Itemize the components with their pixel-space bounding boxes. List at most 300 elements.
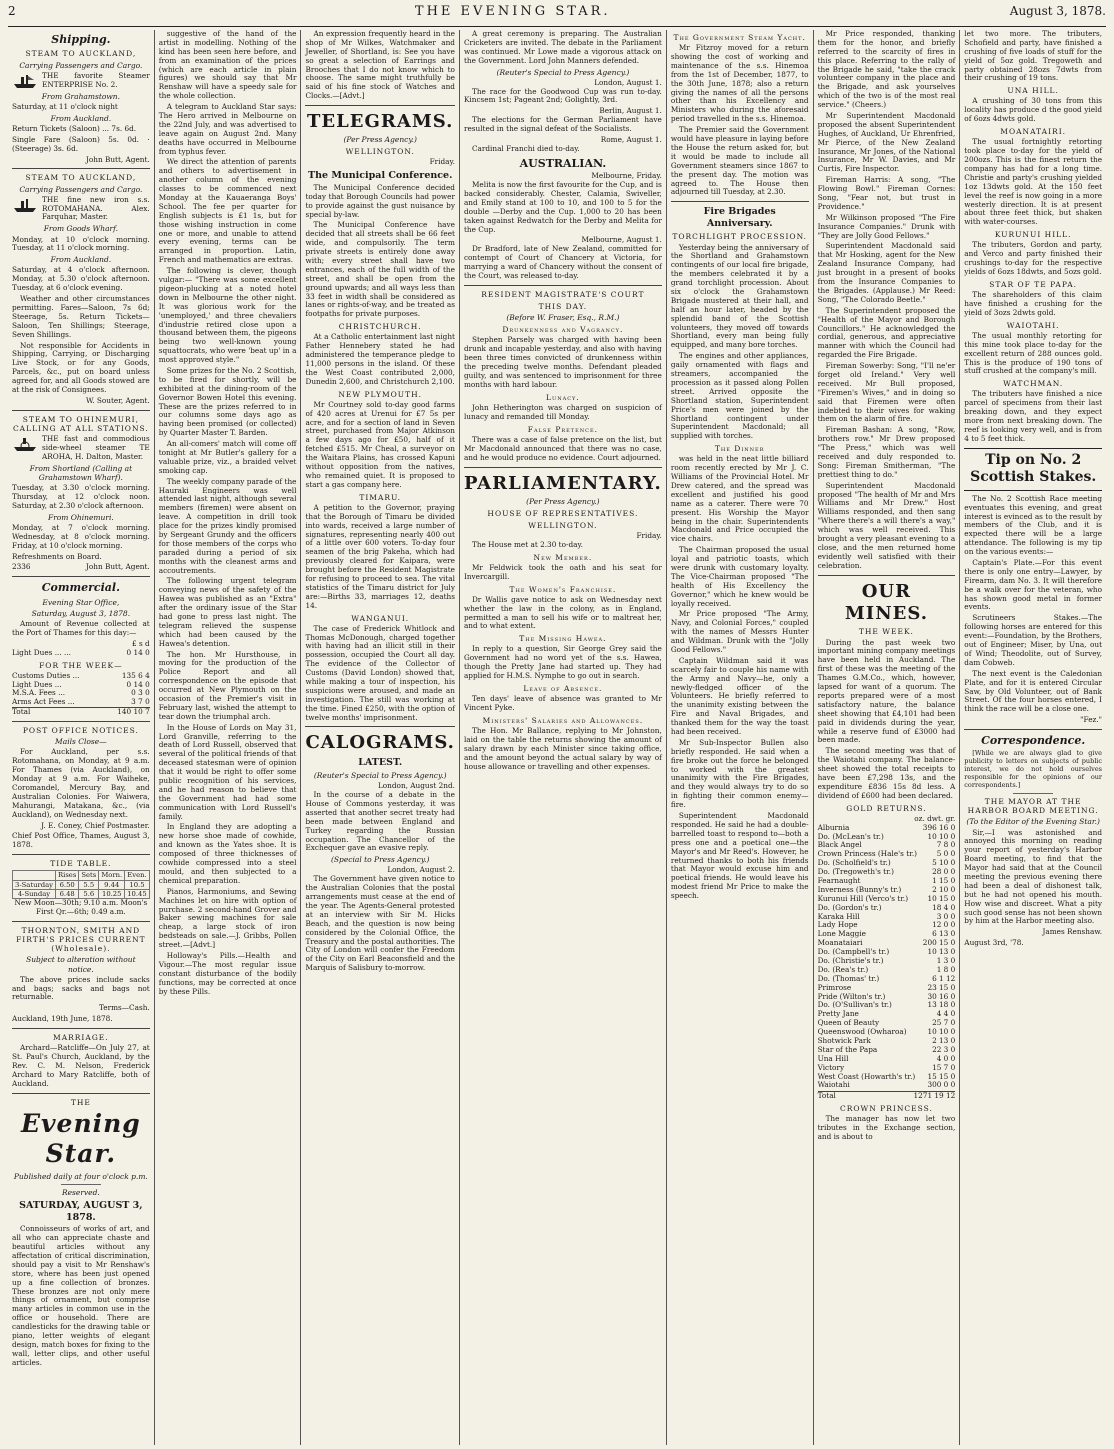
gold-mine-name: Alburnia	[817, 822, 850, 832]
paddle-steamer-icon	[12, 435, 38, 453]
gold-mine-yield: 12 0 0	[932, 920, 956, 930]
article-text: At a Catholic entertainment last night Father Hennebery stated he had administered the temperance pledge to 11,000 persons in the island. Of these the West Coast contributed 2,000, Dunedin 2,600, and Christchurch 2,100.	[305, 332, 455, 386]
article-text: Cardinal Franchi died to-day.	[471, 143, 580, 153]
revenue-row	[12, 649, 150, 658]
article-text: The engines and other appliances, gaily ornamented with flags and streamers, accompanied the procession as it passed along Pollen street. Arrived opposite the Shortland station, Superintendent Price's men were joined by the Shortland contingent under Superintendent Macdonald; all supplied with torches.	[670, 351, 809, 441]
article-text: The tributers, Gordon and party, and Verco and party finished their crushings to-day for the respective yields of 6ozs 18dwts, and 5ozs gold.	[964, 240, 1103, 277]
column-1	[8, 30, 154, 1445]
divider	[1013, 793, 1053, 794]
divider	[12, 721, 150, 722]
dateline-day: Friday.	[429, 157, 455, 167]
article-text: A telegram to Auckland Star says: The Hero arrived in Melbourne on the 22nd July, and was advertised to leave again on August 2nd. Many deaths have occurred in Melbourne from typhus fever.	[158, 102, 297, 156]
ad-text: THE favorite Steamer ENTERPRISE No. 2.	[42, 70, 150, 89]
paper-reserved: Reserved.	[61, 1188, 100, 1198]
week-heading: THE WEEK.	[858, 627, 914, 637]
ad-time: Monday, at 10 o'clock morning. Tuesday, at 11 o'clock morning.	[12, 234, 150, 253]
dateline-day: London, August 2.	[387, 865, 455, 875]
tide-cell: 3-Saturday	[13, 880, 56, 889]
ad-text: THE fine new iron s.s. ROTOMAHANA. Alex. Farquhar, Master.	[42, 194, 150, 222]
tide-column-header: Even.	[125, 871, 150, 880]
mine-heading: MOANATAIRI.	[1000, 127, 1067, 137]
article-text: Dr Wallis gave notice to ask on Wednesday next whether the law in the colony, as in England, permitted a man to sell his wife or to maltreat her, and to what extent.	[463, 594, 662, 631]
article-text: The No. 2 Scottish Race meeting eventuates this evening, and great interest is evinced as to the result by members of the Club, and it is expected there will be a large attendance. The following is my tip on the various events:—	[964, 493, 1103, 557]
divider	[12, 576, 150, 577]
price-sub: Subject to alteration without notice.	[26, 955, 136, 974]
article-text: The Chairman proposed the usual loyal and patriotic toasts, which were drunk with customary loyalty. The Vice-Chairman proposed "The health of His Excellency the Governor," which he knew would be loyally received.	[670, 545, 809, 608]
subheading: The Dinner	[714, 444, 765, 454]
post-signature: J. E. Coney, Chief Postmaster.	[41, 820, 150, 830]
divider	[464, 285, 662, 286]
gold-mine-yield: 396 16 0	[922, 822, 956, 832]
divider	[12, 168, 150, 169]
dateline-day: Melbourne, Friday.	[591, 171, 662, 181]
agency-credit: (Reuter's Special to Press Agency.)	[496, 67, 630, 77]
agency-credit: (Reuter's Special to Press Agency.)	[313, 771, 447, 781]
divider	[964, 729, 1102, 730]
gold-mine-yield: 4 0 0	[936, 1053, 956, 1063]
article-text: There was a case of false pretence on the list, but Mr Macdonald announced that there was no case, and he would produce no evidence. Court adjourned.	[463, 434, 662, 462]
article-text: Fireman Sowerby: Song, "I'll ne'er forget old Ireland." Very well received. Mr Bull proposed, "Firemen's Wives," and in doing so said that Firemen were often indebted to their wives for waking them on the alarm of fire.	[817, 361, 956, 424]
article-text: The Premier said the Government would have pleasure in laying before the House the return asked for, but it would be made to include all Government steamers since 1867 to the present day. The motion was agreed to. The House then adjourned till Tuesday, at 2.30.	[670, 125, 809, 197]
column-7	[959, 30, 1106, 1445]
gold-mine-yield: 200 15 0	[922, 938, 956, 948]
columns	[8, 30, 1106, 1445]
revenue-value: 135 6 4	[121, 670, 150, 680]
article-text: John Hetherington was charged on suspicion of lunacy and remanded till Monday.	[463, 402, 662, 421]
tide-cell: 6.48	[56, 889, 79, 898]
post-heading: POST OFFICE NOTICES.	[22, 726, 139, 736]
dateline-day: London, August 1.	[594, 77, 662, 87]
tide-cell: 9.44	[99, 880, 125, 889]
gold-mine-name: Do. (Scholfield's tr.)	[817, 858, 891, 868]
column-6	[813, 30, 960, 1445]
gold-mine-name: West Coast (Howarth's tr.)	[817, 1071, 916, 1081]
gold-returns-heading: GOLD RETURNS.	[846, 803, 927, 813]
ad-text: Weather and other circumstances permitting. Fares—Saloon, 7s 6d; Steerage, 5s. Return Tickets—Saloon, Ten Shillings; Steerage, Seven Shillings.	[12, 294, 150, 339]
our-mines-heading: OUR MINES.	[844, 580, 928, 624]
gold-mine-name: Moanataiari	[817, 938, 863, 948]
divider	[12, 854, 150, 855]
dateline-day: London, August 2nd.	[377, 781, 455, 791]
masthead	[8, 4, 1106, 27]
tip-signature: "Fez."	[1080, 715, 1103, 725]
ad-block	[12, 72, 150, 90]
ad-fare: Single Fare (Saloon) 5s. 0d. · (Steerage) 3s. 6d.	[12, 134, 150, 153]
divider	[61, 1184, 101, 1185]
article-text: Fireman Bashan: A song, "Row, brothers row." Mr Drew proposed "The Press," which was well received and duly responded to. Song: Fireman Smitherman, "The prettiest thing to do."	[817, 425, 956, 479]
gold-mine-name: Victory	[817, 1062, 845, 1072]
mine-heading: CROWN PRINCESS.	[839, 1104, 933, 1114]
gold-mine-yield: 13 18 0	[927, 1000, 956, 1010]
ad-from: From Auckland.	[50, 255, 112, 265]
australian-heading: AUSTRALIAN.	[519, 156, 607, 170]
gold-mine-yield: 2 10 0	[932, 884, 956, 894]
ad-time: Saturday, at 11 o'clock night	[12, 101, 118, 111]
gold-mine-yield: 7 8 0	[936, 840, 956, 850]
ad-number: 2336	[12, 562, 31, 572]
ad-footer	[12, 563, 150, 572]
letter-signature: James Renshaw.	[1042, 927, 1103, 937]
ad-heading: STEAM TO AUCKLAND,	[25, 49, 137, 59]
steamship-icon	[12, 72, 38, 90]
article-text: The Hon. Mr Ballance, replying to Mr Johnston, laid on the table the returns showing the amount of salary drawn by each Minister since taking office, and the amount beyond the actual salary by way of house allowance or travelling and other expenses.	[463, 726, 662, 771]
agency-credit: (Special to Press Agency.)	[330, 855, 430, 865]
court-heading: RESIDENT MAGISTRATE'S COURT	[481, 289, 645, 299]
article-text: Melita is now the first favourite for the Cup, and is backed considerably. Chester, Calamia, Swiveller, and Emily stand at 100 to 10, and 100 to 5 for the double —Derby and the Cup. 1,000 to 20 has been taken against Redwatch for the Derby and Melita for the Cup.	[463, 180, 662, 234]
ad-from: From Grahamstown.	[41, 91, 120, 101]
ad-time: Monday, at 7 o'clock morning. Wednesday, at 8 o'clock morning. Friday, at 10 o'clock morning.	[12, 522, 150, 550]
ad-text: THE fast and commodious side-wheel steamer TE AROHA, H. Dalton, Master.	[42, 434, 150, 461]
latest-heading: LATEST.	[358, 757, 403, 769]
article-text: let two more. The tributers, Schofield and party, have finished a crushing of five loads of stuff for the yield of 5oz gold. Tregoweth and party obtained 28ozs 7dwts from their crushing of 19 tons.	[964, 29, 1103, 83]
ad-time: Tuesday, at 3.30 o'clock morning. Thursday, at 12 o'clock noon. Saturday, at 2.30 o'clock afternoon.	[12, 483, 150, 510]
gold-mine-yield: 5 10 0	[932, 858, 956, 868]
divider	[12, 921, 150, 922]
ad-time: Saturday, at 4 o'clock afternoon. Monday, at 5.30 o'clock afternoon. Tuesday, at 6 o'clock evening.	[12, 265, 150, 293]
mine-heading: UNA HILL.	[1007, 86, 1059, 96]
article-text: During the past week two important mining company meetings have been held in Auckland. The first of these was the meeting of the Thames G.M.Co., which, however, lapsed for want of a quorum. The reports prepared were of a most satisfactory nature, the balance sheet showing that £4,101 had been paid in dividends during the year, while a reserve fund of £3000 had been made.	[817, 637, 956, 745]
column-4	[459, 30, 666, 1445]
gold-total-value: 1271 19 12	[913, 1091, 956, 1101]
gold-mine-name: Kurunui Hill (Verco's tr.)	[817, 893, 909, 903]
article-text: The hon. Mr Hursthouse, in moving for the production of the Police Report and all correspondence on the episode that occurred at New Plymouth on the occasion of the Premier's visit in February last, wished the attempt to tear down the triumphal arch.	[158, 649, 297, 721]
subheading: Leave of Absence.	[523, 684, 603, 694]
dateline-place: WANGANUI.	[351, 613, 410, 623]
article-text: We direct the attention of parents and others to advertisement in another column of the evening classes to be commenced next Monday at the Kauaeranga Boys' School. The fee per quarter for English subjects is £1 1s, but for those wishing instruction in come one or more, and unable to attend every evening, terms can be arranged in proportion. Latin, French and mathematics are extras.	[158, 157, 297, 265]
ad-subheading: Carrying Passengers and Cargo.	[19, 184, 143, 194]
gold-mine-yield: 23 15 0	[927, 982, 956, 992]
price-terms: Terms—Cash.	[98, 1003, 150, 1013]
correspondence-note: [While we are always glad to give publicity to letters on subjects of public interest, we do not hold ourselves responsible for the opinions of our correspondents.]	[964, 749, 1103, 790]
gold-mine-name: Lone Maggie	[817, 929, 866, 939]
page-number: 2	[8, 4, 16, 18]
correspondence-heading: Correspondence.	[981, 734, 1086, 748]
masthead-title: THE EVENING STAR.	[414, 4, 611, 19]
tide-cell: 5.6	[79, 889, 99, 898]
article-text: Mr Wilkinson proposed "The Fire Insurance Companies." Drunk with "They are Jolly Good Fellows."	[817, 212, 956, 240]
article-text: Superintendent Macdonald responded. He said he had a double-barrelled toast to respond to—both a press one and a poetical one—the Mayor's and Mr Reed's. However, he returned thanks to both his friends that Mayor would excuse him and poetical friends. He would leave his modest friend Mr Price to make the speech.	[670, 811, 809, 901]
tide-column-header: Sets	[79, 871, 99, 880]
tide-moon: New Moon—30th; 9.10 a.m. Moon's First Qr.—6th; 0.49 a.m.	[14, 898, 148, 917]
article-text: Dr Bradford, late of New Zealand, committed for contempt of Court of Chancery at Victoria, for marrying a ward of Chancery without the consent of the Court, was released to-day.	[463, 244, 662, 281]
dateline-place: WELLINGTON.	[528, 520, 598, 530]
gold-mine-yield: 1 15 0	[932, 876, 956, 885]
gold-mine-name: Karaka Hill	[817, 911, 860, 921]
gold-returns-table	[818, 824, 956, 1091]
masthead-date: August 3, 1878.	[1009, 4, 1106, 18]
article-text: Superintendent Macdonald said that Mr Hosking, agent for the New Zealand Insurance Company, had just brought in a present of books from the Insurance Companies to the Brigades. (Applause.) Mr Reed: Song, "The Colorado Beetle."	[817, 241, 956, 304]
article-text: Superintendent Macdonald proposed "The health of Mr and Mrs Williams and Mr Drew." Host Williams responded, and then sang "Where there's a will there's a way," which was well received. This brought a very pleasant evening to a close, and the men returned home evidently well satisfied with their celebration.	[817, 480, 956, 570]
ad-from: From Ohinemuri.	[47, 512, 114, 522]
subheading: The Missing Hawea.	[519, 634, 607, 644]
divider	[305, 105, 454, 106]
dateline-place: CHRISTCHURCH.	[338, 322, 422, 332]
dateline-day: Melbourne, August 1.	[581, 235, 662, 245]
article-text: Captain's Plate.—For this event there is only one entry—Lawyer, by Firearm, dam No. 3. It will therefore be a walk over for the veteran, who has shown good metal in former events.	[964, 558, 1103, 612]
article-text: Captain Wildman said it was scarcely fair to couple his name with the Army and Navy—he, only a newly-fledged officer of the Volunteers. He briefly referred to the unanimity existing between the Fire and Naval Brigades, and thanked them for the way the toast had been received.	[670, 655, 809, 737]
letter-date: August 3rd, '78.	[964, 938, 1024, 948]
ad-agent: W. Souter, Agent.	[85, 395, 150, 405]
tide-column-header: Morn.	[99, 871, 125, 880]
subheading: The Women's Franchise.	[509, 584, 617, 594]
gold-mine-name: Una Hill	[817, 1053, 849, 1063]
article-text: The tributers have finished a nice parcel of specimens from their last breaking down, and they expect more from next breaking down. The reef is looking very well, and is from 4 to 5 feet thick.	[964, 389, 1103, 443]
ad-from: From Auckland.	[50, 113, 112, 123]
ad-block	[12, 435, 150, 462]
article-text: Stephen Parsely was charged with having been drunk and incapable yesterday, and also with having been three times convicted of drunkenness within the preceding twelve months. Defendant pleaded guilty, and was sentenced to imprisonment for three months with hard labour.	[463, 335, 662, 389]
post-mails: Mails Close—	[55, 737, 107, 747]
gold-mine-yield: 28 0 0	[932, 867, 956, 877]
column-3	[300, 30, 458, 1445]
ad-from: From Shortland (Calling at Grahamstown Wharf).	[29, 463, 133, 482]
article-text: The weekly company parade of the Hauraki Engineers was well attended last night, although several members (firemen) were absent on leave. A competition in drill took place for the prizes kindly promised by Sergeant Grundy and the officers for those members of the corps who paraded during a period of six months with the cleanest arms and accoutrements.	[158, 476, 297, 575]
revenue-value: 3 7 0	[131, 697, 150, 707]
gold-mine-yield: 2 13 0	[932, 1036, 956, 1046]
gold-mine-yield: 10 13 0	[927, 947, 956, 957]
house-heading: HOUSE OF REPRESENTATIVES.	[487, 508, 639, 518]
telegrams-heading: TELEGRAMS.	[307, 111, 454, 133]
gold-mine-name: Black Angel	[817, 840, 862, 850]
revenue-table	[12, 672, 150, 708]
revenue-row	[12, 698, 150, 707]
article-text: Mr Sub-Inspector Bullen also briefly responded. He said when a fire broke out the force he belonged to worked with the greatest unanimity with the Fire Brigades, and they would always try to do so in fighting their common enemy—fire.	[670, 737, 809, 810]
tide-cell: 10.5	[125, 880, 150, 889]
ad-agent: John Butt, Agent.	[85, 154, 150, 164]
gold-mine-yield: 22 3 0	[932, 1044, 956, 1054]
tide-column-header: Rises	[56, 871, 79, 880]
gold-mine-name: Pride (Wilton's tr.)	[817, 991, 886, 1001]
tide-heading: TIDE TABLE.	[50, 859, 112, 869]
article-text: The race for the Goodwood Cup was run to-day. Kincsem 1st; Pageant 2nd; Golightly, 3rd.	[463, 86, 662, 105]
agency-credit: (Per Press Agency.)	[343, 135, 417, 145]
article-text: The usual monthly retorting for this mine took place to-day for the excellent return of 288 ounces gold. This is the produce of 190 tons of stuff crushed at the company's mill.	[964, 330, 1103, 376]
gold-mine-yield: 15 15 0	[927, 1071, 956, 1081]
case-heading: Drunkenness and Vagrancy.	[502, 325, 624, 335]
subheading: Ministers' Salaries and Allowances.	[482, 715, 644, 725]
article-text: In the course of a debate in the House of Commons yesterday, it was asserted that another secret treaty had been made between England and Turkey regarding the Russian occupation. The Chancellor of the Exchequer gave an evasive reply.	[305, 790, 455, 853]
gold-row	[818, 1081, 956, 1090]
divider	[818, 575, 956, 576]
paper-title: Evening Star.	[20, 1108, 141, 1169]
gold-mine-name: Star of the Papa	[817, 1044, 878, 1054]
article-text: Yesterday being the anniversary of the Shortland and Grahamstown contingents of our local fire brigade, the members celebrated it by a grand torchlight procession. About six o'clock the Grahamstown Brigade mustered at their hall, and half an hour later, headed by the splendid band of the Scottish volunteers, they moved off towards Shortland, every man being fully equipped, and many bore torches.	[670, 242, 809, 350]
article-text: The Municipal Conference decided today that Borough Councils had power to provide against the gust nuisance by special by-law.	[305, 182, 455, 219]
article-text: The usual fortnightly retorting took place to-day for the yield of 200ozs. This is the finest return the company has had for a long time. Christie and party's crushing yielded 1oz 13dwts gold. At the 150 feet level the reef is now going in a more westerly direction. It is at present about three feet thick, but shaken with water-courses.	[964, 137, 1103, 227]
ad-heading: STEAM TO OHINEMURI, CALLING AT ALL STATIONS.	[12, 414, 149, 433]
article-text: A great ceremony is preparing. The Australian Cricketers are invited. The debate in the Parliament was continued. Mr Lowe made a vigorous attack on the Government. Lord John Manners defended.	[463, 29, 662, 65]
fire-brigades-heading: Fire Brigades Anniversary.	[703, 206, 776, 229]
article-text: Scrutineers Stakes.—The following horses are entered for this event:—Foundation, by the Brothers, out of Engineer; Miser, by Una, out of Wind; Theodolite, out of Survey, dam Cobweb.	[964, 613, 1103, 667]
marriage-text: Archard—Ratcliffe—On July 27, at St. Paul's Church, Auckland, by the Rev. C. M. Nelson, Frederick Archard to Mary Ratcliffe, both of Auckland.	[12, 1043, 150, 1088]
dateline-day: Rome, August 1.	[600, 135, 662, 145]
gold-mine-name: Queenswood (Owharoa)	[817, 1027, 907, 1037]
letter-sub: (To the Editor of the Evening Star.)	[966, 817, 1100, 827]
divider	[12, 1028, 150, 1029]
advertisement: Pianos, Harmoniums, and Sewing Machines let on hire with option of purchase. 2 second-hand Grover and Baker sewing machines for sale cheap, a large stock of iron bedsteads on sale.—J. Gribbs, Pollen street.—[Advt.]	[158, 886, 297, 950]
subheading: New Member.	[533, 552, 593, 562]
parliamentary-heading: PARLIAMENTARY.	[463, 472, 662, 494]
gold-mine-name: Do. (McLean's tr.)	[817, 831, 884, 841]
article-text: Mr Fitzroy moved for a return showing the cost of working and maintenance of the s.s. Hinemoa from the 1st of December, 1877, to the 30th June, 1878; also a return giving the names of all the persons other than his Excellency and Ministers who during the aforesaid period travelled in the s.s. Hinemoa.	[670, 43, 809, 124]
article-text: Some prizes for the No. 2 Scottish, to be fired for shortly, will be exhibited at the dining-room of the Governor Bowen Hotel this evening. These are the prizes referred to in our columns some days ago as having been promised (or collected) by Quarter Master T. Barden.	[158, 365, 297, 438]
gold-mine-name: Do. (O'Sullivan's tr.)	[817, 1000, 892, 1010]
article-text: The next event is the Caledonian Plate, and for it is entered Circular Saw, by Old Volunteer, out of Bank Street. Of the four horses entered, I think the race will be a close one.	[964, 668, 1103, 714]
article-text: Fireman Harris: A song, "The Flowing Bowl." Fireman Cornes: Song, "Fear not, but trust in Providence."	[817, 175, 956, 211]
article-text: Mr Feldwick took the oath and his seat for Invercargill.	[463, 562, 662, 581]
ad-text: Not responsible for Accidents in Shipping, Carrying, or Discharging Live Stock, or for any Goods, Parcels, &c., put on board unless agreed for, and all Goods stowed are at the risk of Consignees.	[12, 340, 150, 395]
tide-cell: 10.45	[125, 889, 150, 898]
ad-heading: STEAM TO AUCKLAND,	[25, 173, 137, 183]
article-text: was held in the neat little billiard room recently erected by Mr J. C. Williams of the Provincial Hotel. Mr Drew catered, and the spread was excellent and justified his good name as a caterer. There were 70 present. His Worship the Mayor being in the chair. Superintendents Macdonald and Price occupied the vice chairs.	[670, 454, 809, 544]
paper-published: Published daily at four o'clock p.m.	[13, 1171, 148, 1181]
steamship-icon	[12, 196, 38, 214]
article-text: The shareholders of this claim have finished a crushing for the yield of 3ozs 2dwts gold.	[964, 290, 1103, 317]
gold-mine-name: Do. (Christie's tr.)	[817, 956, 884, 966]
article-text: The elections for the German Parliament have resulted in the signal defeat of the Socialists.	[463, 115, 662, 134]
revenue-total-value: 140 10 7	[117, 707, 150, 717]
court-day: THIS DAY.	[538, 302, 588, 312]
gold-mine-yield: 5 0 0	[936, 849, 956, 859]
article-text: The Government have given notice to the Australian Colonies that the postal arrangements must cease at the end of the year. The Agents-General protested at an interview with Sir M. Hicks Beach, and the question is now being considered by the Colonial Office, the Treasury and the postal authorities. The City of London will confer the Freedom of the City on Earl Beaconsfield and the Marquis of Salisbury to-morrow.	[305, 874, 455, 973]
article-text: The following is clever, though vulgar:— "There was some excellent pigeon-plucking at a noted hotel down in Melbourne the other night. It was glorious work for the 'unemployed,' and three chevaliers d'industrie retired close upon a thousand between them, the pigeons being two well-known young squattocrats, who were 'beat up' in a most approved style."	[158, 266, 297, 365]
gold-mine-yield: 30 16 0	[927, 991, 956, 1001]
gold-mine-name: Do. (Campbell's tr.)	[817, 947, 890, 957]
paper-date: SATURDAY, AUGUST 3, 1878.	[19, 1200, 143, 1223]
gold-mine-yield: 1 3 0	[936, 956, 956, 966]
ad-from: From Goods Wharf.	[43, 224, 119, 234]
gold-units: oz. dwt. gr.	[914, 813, 956, 823]
article-text: suggestive of the hand of the artist in modelling. Nothing of the kind has been seen here before, and from an examination of the prices (which are each article in plain figures) we should say that Mr Renshaw will have a speedy sale for the whole collection.	[158, 29, 297, 101]
subheading: The Government Steam Yacht.	[673, 33, 806, 42]
divider	[12, 410, 150, 411]
advertisement: Holloway's Pills.—Health and Vigour.—The most regular issue constant disturbance of the bodily functions, may be corrected at once by these Pills.	[158, 950, 297, 996]
ad-fare: Return Tickets (Saloon) ... 7s. 6d.	[12, 123, 137, 133]
article-text: The second meeting was that of the Waiotahi company. The balance-sheet showed the total receipts to have been £7,298 13s, and the expenditure £836 15s 8d less. A dividend of £600 had been declared.	[817, 746, 956, 800]
gold-mine-yield: 25 7 0	[932, 1018, 956, 1028]
tip-heading: Tip on No. 2 Scottish Stakes.	[964, 448, 1102, 491]
gold-mine-yield: 18 4 0	[932, 902, 956, 912]
revenue-label: Customs Duties ...	[12, 670, 80, 680]
ad-block	[12, 196, 150, 223]
ad-subheading: Carrying Passengers and Cargo.	[19, 60, 143, 70]
section-heading: The Municipal Conference.	[308, 170, 453, 182]
gold-mine-name: Primrose	[817, 982, 852, 992]
revenue-label: Light Dues ...	[12, 679, 62, 689]
gold-mine-name: Crown Princess (Hale's tr.)	[817, 849, 918, 859]
mine-heading: KURUNUI HILL.	[994, 230, 1072, 240]
gold-mine-yield: 300 0 0	[927, 1080, 956, 1090]
gold-mine-name: Pretty Jane	[817, 1009, 859, 1019]
revenue-units: £ s d	[132, 638, 150, 648]
article-text: Mr Courtney sold to-day good farms of 420 acres at Urenui for £7 5s per acre, and for a section of land in Seven street, purchased from Major Atkinson a few days ago for £50, half of it fetched £515. Mr Cheal, a surveyor on the Waitara Plains, has crossed Kapuni without opposition from the natives, who remained quiet. It is proposed to start a gas company here.	[305, 399, 455, 489]
gold-mine-yield: 10 10 0	[927, 1027, 956, 1037]
post-office: Chief Post Office, Thames, August 3, 1878.	[12, 831, 150, 850]
dateline-day: Friday.	[636, 530, 662, 540]
article-text: An all-comers' match will come off tonight at Mr Butler's gallery for a valuable prize, viz., a braided velvet smoking cap.	[158, 439, 297, 475]
divider	[305, 726, 454, 727]
shipping-heading: Shipping.	[51, 33, 111, 46]
gold-mine-name: Do. (Rea's tr.)	[817, 964, 869, 974]
divider	[12, 1093, 150, 1094]
divider	[671, 201, 809, 202]
article-text: In the House of Lords on May 31, Lord Granville, referring to the death of Lord Russell, observed that several of the political friends of that deceased statesman were of opinion that it would be right to offer some public recognition of his services, and he had reason to believe that the Government had had some communication with Lord Russell's family.	[158, 722, 297, 821]
article-text: The House met at 2.30 to-day.	[471, 539, 583, 549]
revenue-label: Light Dues ... ...	[12, 647, 71, 657]
price-date: Auckland, 19th June, 1878.	[12, 1014, 113, 1024]
gold-mine-yield: 4 4 0	[936, 1009, 956, 1019]
gold-mine-yield: 10 10 0	[927, 831, 956, 841]
article-text: In reply to a question, Sir George Grey said the Government had no word yet of the s.s. Hawea, though the Pretty Jane had started up. They had applied for H.M.S. Nymphe to go out in search.	[463, 644, 662, 681]
price-heading: THORNTON, SMITH AND FIRTH'S PRICES CURRENT (Wholesale).	[16, 925, 146, 954]
dateline-place: WELLINGTON.	[345, 147, 415, 157]
gold-total-row	[818, 1091, 956, 1101]
tide-cell: 6.50	[56, 880, 79, 889]
gold-mine-name: Lady Hope	[817, 920, 858, 930]
gold-total-label: Total	[817, 1091, 836, 1101]
letter-text: Sir,—I was astonished and annoyed this morning on reading your report of yesterday's Harbor Board meeting, to find that the Mayor had said that at the Council meeting the previous evening there had been a deal of dishonest talk, but he had not opened his mouth. How wise and discreet. What a pity such good sense has not been shown by him at the Harbor meeting also.	[964, 827, 1103, 926]
ad-agent: John Butt, Agent.	[85, 562, 150, 572]
gold-mine-name: Inverness (Bunny's tr.)	[817, 884, 902, 894]
revenue-value: 0 14 0	[126, 647, 150, 657]
ad-text: Refreshments on Board.	[12, 551, 102, 561]
price-note: The above prices include sacks and bags; sacks and bags not returnable.	[12, 974, 150, 1002]
gold-mine-name: Waiotahi	[817, 1080, 850, 1090]
torchlight-heading: TORCHLIGHT PROCESSION.	[672, 232, 808, 242]
revenue-value: 0 14 0	[126, 679, 150, 689]
gold-mine-name: Shotwick Park	[817, 1036, 871, 1046]
paper-the: THE	[70, 1097, 91, 1107]
marriage-heading: MARRIAGE.	[53, 1033, 109, 1043]
dateline-place: TIMARU.	[359, 492, 402, 502]
agency-credit: (Per Press Agency.)	[526, 496, 600, 506]
commercial-heading: Commercial.	[41, 581, 120, 595]
gold-mine-yield: 6 13 0	[932, 929, 956, 939]
gold-mine-yield: 15 7 0	[932, 1062, 956, 1072]
gold-mine-name: Do. (Thomas' tr.)	[817, 973, 880, 983]
article-text: In England they are adopting a new horse shoe made of cowhide, and known as the Yates shoe. It is composed of three thicknesses of cowhide compressed into a steel mould, and then subjected to a chemical preparation.	[158, 822, 297, 885]
gold-mine-yield: 3 0 0	[936, 911, 956, 921]
revenue-label: Arms Act Fees ...	[12, 697, 75, 707]
article-text: The Municipal Conference have decided that all streets shall be 66 feet wide, and compulsorily. The term private streets is entirely done away with; every street shall have two entrances, each of the full width of the street, and shall be open from the ground upwards; and all ways less than 33 feet in width shall be considered as lanes or rights-of-way, and be treated as footpaths for private purposes.	[305, 220, 455, 319]
article-text: Mr Price proposed "The Army, Navy, and Colonial Forces," coupled with the names of Messrs Hunter and Wildman. Drunk with the "Jolly Good Fellows."	[670, 609, 809, 655]
gold-mine-yield: 6 1 12	[932, 973, 956, 983]
column-5	[666, 30, 813, 1445]
mine-heading: WATCHMAN.	[1003, 379, 1064, 389]
tide-column-header	[13, 871, 56, 880]
revenue-total-label: Total	[12, 707, 31, 717]
article-text: The following urgent telegram conveying news of the safety of the Hawea was published as an "Extra" after the ordinary issue of the Star had gone to press last night. The telegram relieved the suspense which had been caused by the Hawea's detention.	[158, 576, 297, 648]
post-text: For Auckland, per s.s. Rotomahana, on Monday, at 9 a.m. For Thames (via Auckland), on Monday at 9 a.m. For Waiheke, Coromandel, Mercury Bay, and Australian Colonies. For Waiwera, Mahurangi, Matakana, &c., (via Auckland), on Wednesday next.	[12, 747, 150, 819]
divider	[464, 467, 662, 468]
article-text: A petition to the Governor, praying that the Borough of Timaru be divided into wards, received a large number of signatures, representing nearly 400 out of a little over 600 voters. To-day four seamen of the brig Pakeha, which had previously cleared for Kaipara, were brought before the Resident Magistrate for refusing to proceed to sea. The vital statistics of the Timaru district for July are:—Births 33, marriages 12, deaths 14.	[305, 502, 455, 610]
commercial-office: Evening Star Office,	[42, 597, 120, 607]
commercial-date: Saturday, August 3, 1878.	[31, 608, 131, 618]
tide-table	[12, 870, 150, 899]
article-text: The manager has now let two tributes in the Exchange section, and is about to	[817, 1114, 956, 1142]
advertisement: An expression frequently heard in the shop of Mr Wilkes, Watchmaker and Jeweller, of Shortland, is: See you have so great a selection of Earrings and Brooches that I do not know which to choose. The same might truthfully be said of his fine stock of Watches and Clocks.—[Advt.]	[305, 29, 455, 101]
letter-heading: THE MAYOR AT THE HARBOR BOARD MEETING.	[967, 797, 1099, 816]
tide-cell: 4-Sunday	[13, 889, 56, 898]
article-text: Mr Superintendent Macdonald proposed the absent Superintendent Hughes, of Auckland, Ur Ehrenfried, Mr Pierce, of the New Zealand Insurance, Mr Jones, of the National Insurance, Mr W. Davies, and Mr Curtis, Fire Inspector.	[817, 111, 956, 174]
case-heading: Lunacy.	[546, 392, 580, 402]
tide-row	[13, 880, 150, 889]
gold-mine-name: Fearnaught	[817, 876, 861, 885]
article-text: The case of Frederick Whitlock and Thomas McDonough, charged together with having had an illicit still in their possession, occupied the Court all day. The evidence of the Collector of Customs (David London) showed that, while making a tour of inspection, his suspicions were aroused, and made an investigation. The still was working at the time. Fined £250, with the option of twelve months' imprisonment.	[305, 623, 455, 722]
gold-mine-name: Do. (Tregoweth's tr.)	[817, 867, 894, 877]
column-2	[154, 30, 301, 1445]
dateline-place: NEW PLYMOUTH.	[338, 389, 423, 399]
gold-mine-name: Queen of Beauty	[817, 1018, 880, 1028]
